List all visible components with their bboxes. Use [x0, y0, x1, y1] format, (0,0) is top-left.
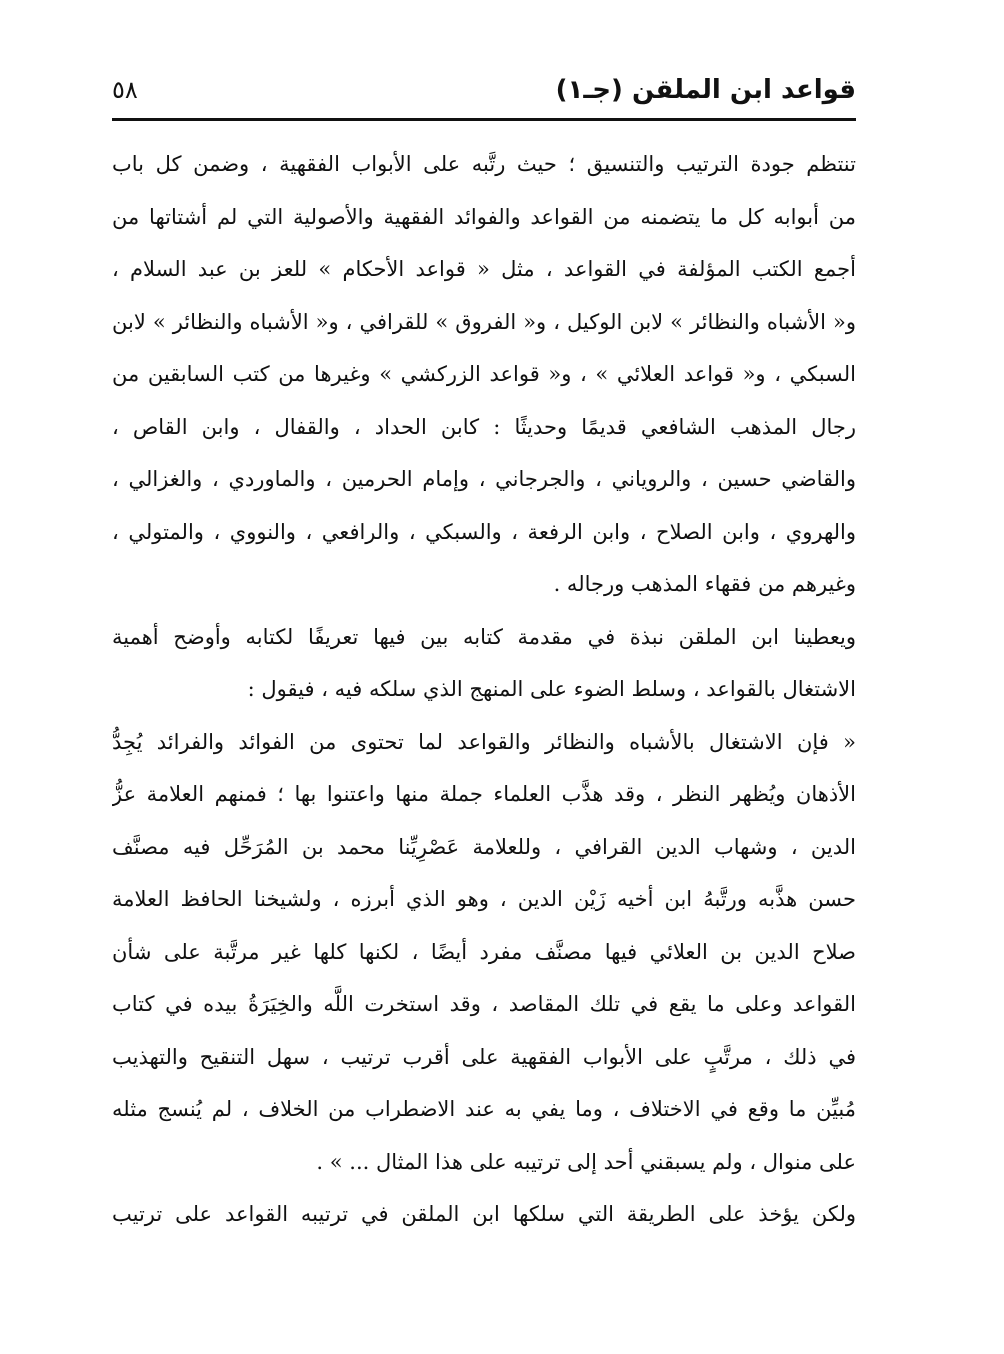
quote-line: الدين ، وشهاب الدين القرافي ، وللعلامة عَصْرِيِّنا محمد بن المُرَحِّل فيه مصنَّف [112, 834, 856, 859]
text-line: الاشتغال بالقواعد ، وسلط الضوء على المنهج الذي سلكه فيه ، فيقول : [247, 677, 856, 701]
header-divider [112, 118, 856, 121]
quote-line: مُبيِّن ما وقع في الاختلاف ، وما يفي به عند الاضطراب من الخلاف ، لم يُنسج مثله [112, 1097, 856, 1121]
text-line: أجمع الكتب المؤلفة في القواعد ، مثل « قواعد الأحكام » للعز بن عبد السلام ، [112, 257, 856, 281]
text-line: تنتظم جودة الترتيب والتنسيق ؛ حيث رتَّبه على الأبواب الفقهية ، وضمن كل باب [112, 152, 856, 176]
quote-line: على منوال ، ولم يسبقني أحد إلى ترتيبه على هذا المثال ... » . [316, 1149, 856, 1174]
quote-line: في ذلك ، مرتَّبٍ على الأبواب الفقهية على أقرب ترتيب ، سهل التنقيح والتهذيب [112, 1044, 856, 1069]
quote-line: صلاح الدين بن العلائي فيها مصنَّف مفرد أيضًا ، لكنها كلها غير مرتَّبة على شأن [112, 939, 856, 964]
text-line: والقاضي حسين ، والروياني ، والجرجاني ، وإمام الحرمين ، والماوردي ، والغزالي ، [112, 467, 856, 491]
text-line: والهروي ، وابن الصلاح ، وابن الرفعة ، والسبكي ، والرافعي ، والنووي ، والمتولي ، [112, 519, 856, 544]
text-line: السبكي ، و« قواعد العلائي » ، و« قواعد الزركشي » وغيرها من كتب السابقين من [112, 362, 856, 386]
page-number: ٥٨ [112, 76, 138, 104]
running-title: قواعد ابن الملقن (جـ١) [555, 75, 856, 105]
quote-line: « فإن الاشتغال بالأشباه والنظائر والقواعد لما تحتوى من الفوائد والفرائد يُجِدُّ [112, 729, 856, 754]
quote-line: القواعد وعلى ما يقع في تلك المقاصد ، وقد استخرت اللَّه والخِيَرَةُ بيده في كتاب [112, 992, 856, 1016]
body-text [112, 138, 856, 1241]
text-line: من أبوابه كل ما يتضمنه من القواعد والفوائد الفقهية والأصولية التي لم أشتاتها من [112, 204, 856, 229]
text-line: وغيرهم من فقهاء المذهب ورجاله . [553, 572, 856, 596]
quote-line: الأذهان ويُظهر النظر ، وقد هذَّب العلماء جملة منها واعتنوا بها ؛ فمنهم العلامة عزُّ [112, 782, 856, 806]
text-line: و« الأشباه والنظائر » لابن الوكيل ، و« الفروق » للقرافي ، و« الأشباه والنظائر » لابن [112, 309, 856, 334]
quote-line: حسن هذَّبه ورتَّبهُ ابن أخيه زَيْن الدين ، وهو الذي أبرزه ، ولشيخنا الحافظ العلامة [112, 887, 856, 911]
page-header [112, 68, 856, 112]
text-line: ولكن يؤخذ على الطريقة التي سلكها ابن الملقن في ترتيبه القواعد على ترتيب [112, 1202, 856, 1226]
text-line: رجال المذهب الشافعي قديمًا وحديثًا : كابن الحداد ، والقفال ، وابن القاص ، [112, 414, 856, 439]
text-line: ويعطينا ابن الملقن نبذة في مقدمة كتابه بين فيها تعريفًا لكتابه وأوضح أهمية [112, 624, 856, 649]
